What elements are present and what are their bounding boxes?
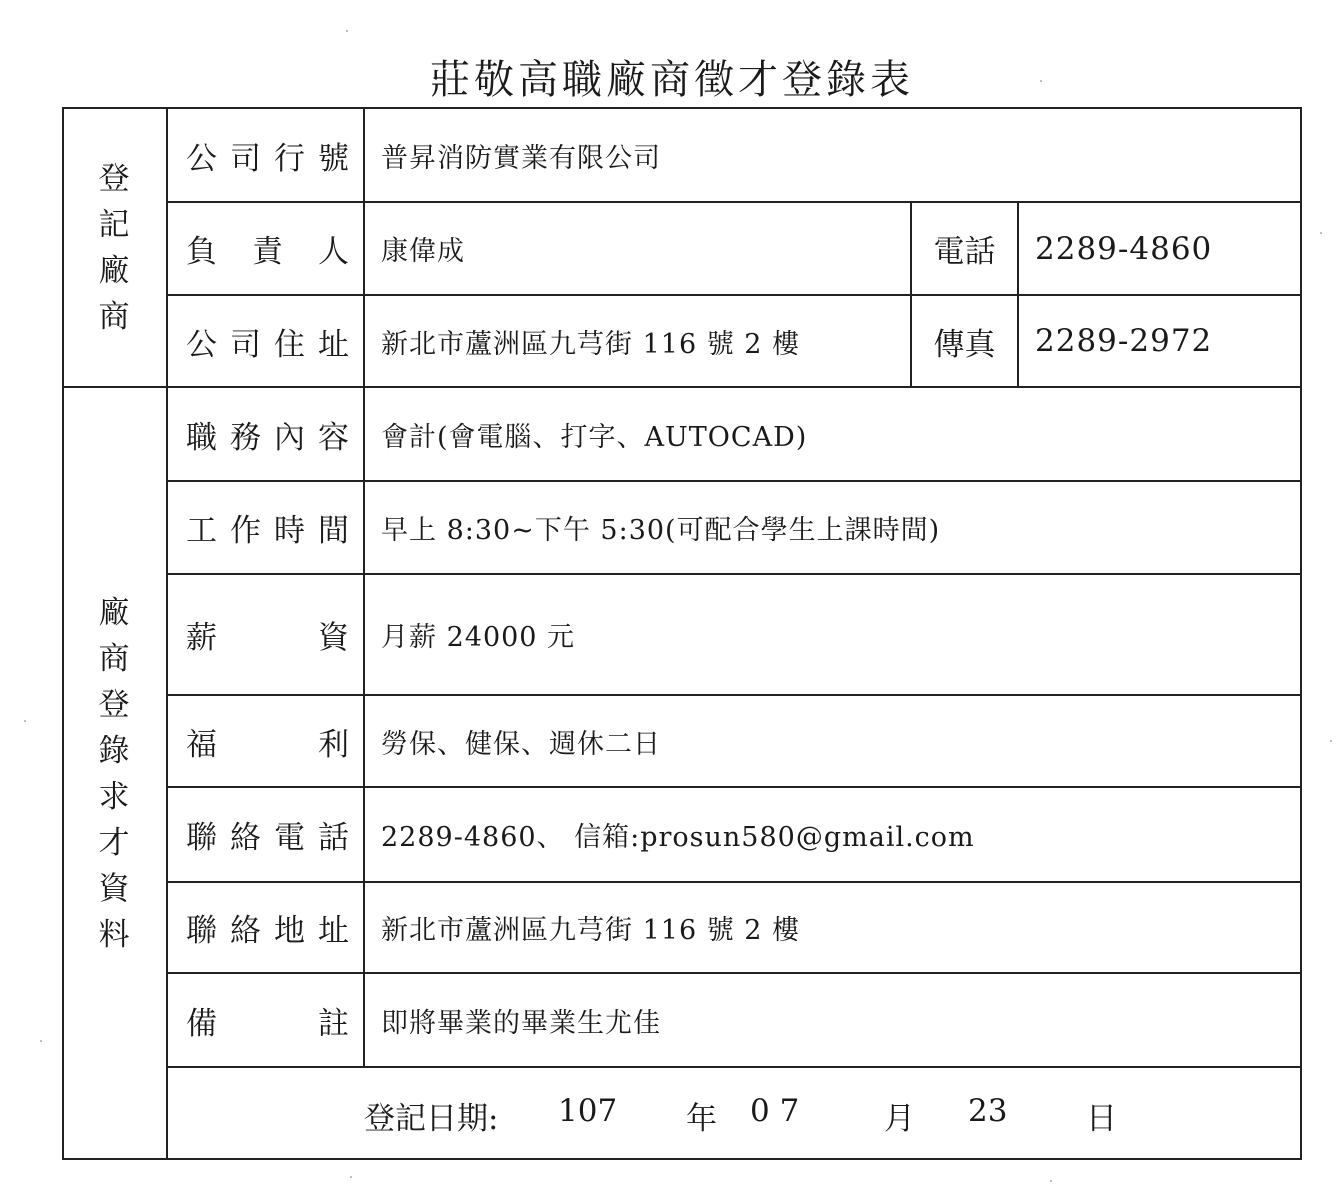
scan-speck xyxy=(350,1176,352,1178)
company-name-value: 普昇消防實業有限公司 xyxy=(381,142,661,174)
remarks-label: 備 註 xyxy=(186,1005,349,1042)
fax-label: 傳真 xyxy=(933,326,996,363)
form-title: 莊敬高職廠商徵才登錄表 xyxy=(430,57,914,103)
scan-speck xyxy=(346,30,348,32)
owner-label: 負 責 人 xyxy=(186,234,349,270)
fax-value: 2289-2972 xyxy=(1035,323,1213,359)
remarks-value: 即將畢業的畢業生尤佳 xyxy=(381,1007,661,1039)
divider xyxy=(166,1066,1302,1068)
date-day: 23 xyxy=(968,1093,1008,1129)
benefits-label: 福 利 xyxy=(186,726,349,763)
duty-value: 會計(會電腦、打字、AUTOCAD) xyxy=(381,421,808,453)
date-year-unit: 年 xyxy=(686,1101,717,1137)
section-recruitment-info: 廠 商 登 錄 求 才 資 料 xyxy=(98,594,130,953)
owner-value: 康偉成 xyxy=(381,236,465,267)
phone-label: 電話 xyxy=(933,234,996,270)
scan-speck xyxy=(1330,740,1332,742)
registration-form xyxy=(62,107,1302,1160)
duty-label: 職 務 內 容 xyxy=(186,419,349,456)
registration-date xyxy=(168,1093,1302,1143)
hours-label: 工 作 時 間 xyxy=(186,513,349,549)
contact-address-label: 聯 絡 地 址 xyxy=(186,913,349,949)
contact-phone-value: 2289-4860、 信箱:prosun580@gmail.com xyxy=(381,822,975,853)
salary-label: 薪 資 xyxy=(186,620,349,656)
scan-speck xyxy=(24,720,26,722)
scan-speck xyxy=(1320,232,1322,234)
contact-address-value: 新北市蘆洲區九芎街 116 號 2 樓 xyxy=(381,915,801,946)
salary-value: 月薪 24000 元 xyxy=(381,622,576,653)
contact-phone-label: 聯 絡 電 話 xyxy=(186,820,349,856)
date-label: 登記日期: xyxy=(364,1101,499,1137)
date-month: 0 7 xyxy=(750,1093,800,1129)
company-name-label: 公 司 行 號 xyxy=(186,140,349,177)
date-day-unit: 日 xyxy=(1086,1101,1117,1137)
scan-speck xyxy=(1050,1180,1052,1182)
section-registered-company: 登 記 廠 商 xyxy=(98,161,130,335)
company-address-label: 公 司 住 址 xyxy=(186,326,349,363)
benefits-value: 勞保、健保、週休二日 xyxy=(381,728,661,760)
scan-speck xyxy=(40,1040,42,1042)
scan-speck xyxy=(1040,80,1042,82)
date-year: 107 xyxy=(558,1093,618,1129)
hours-value: 早上 8:30~下午 5:30(可配合學生上課時間) xyxy=(381,515,941,546)
phone-value: 2289-4860 xyxy=(1035,230,1213,267)
company-address-value: 新北市蘆洲區九芎街 116 號 2 樓 xyxy=(381,328,801,360)
date-month-unit: 月 xyxy=(884,1101,915,1137)
